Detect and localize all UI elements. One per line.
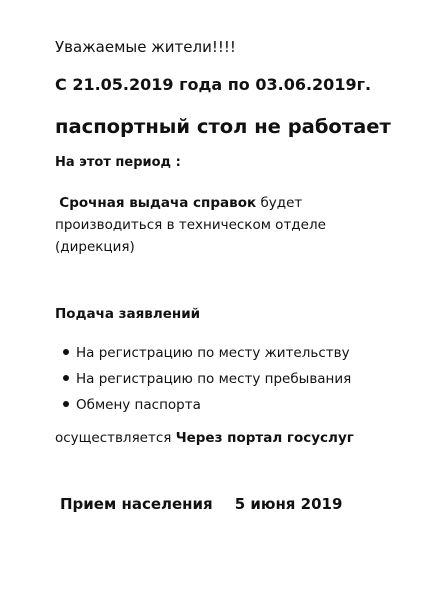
- headline: паспортный стол не работает: [55, 115, 391, 138]
- list-item: [63, 370, 351, 396]
- reception-label: Прием населения: [60, 495, 213, 513]
- list-item-text: На регистрацию по месту жительству: [76, 345, 350, 361]
- greeting: Уважаемые жители!!!!: [55, 38, 236, 56]
- reception-date: 5 июня 2019: [234, 495, 343, 513]
- portal-bold: Через портал госуслуг: [175, 430, 354, 446]
- portal-line: [55, 430, 354, 446]
- reception-line: [60, 495, 342, 513]
- list-item: [63, 396, 351, 422]
- portal-prefix: осуществляется: [55, 430, 172, 446]
- bullet-icon: [63, 375, 69, 381]
- date-range: С 21.05.2019 года по 03.06.2019г.: [55, 75, 372, 94]
- bullet-icon: [63, 401, 69, 407]
- applications-title: Подача заявлений: [55, 306, 201, 322]
- urgent-line-3: (дирекция): [55, 239, 135, 255]
- applications-list: [63, 344, 351, 422]
- list-item: [63, 344, 351, 370]
- urgent-line-2: производиться в техническом отделе: [55, 217, 326, 233]
- urgent-bold: Срочная выдача справок: [59, 195, 257, 211]
- period-label: На этот период :: [55, 155, 181, 170]
- bullet-icon: [63, 349, 69, 355]
- urgent-line1-rest: будет: [256, 195, 303, 211]
- list-item-text: На регистрацию по месту пребывания: [76, 371, 352, 387]
- urgent-line-1: [55, 192, 400, 214]
- urgent-paragraph: [55, 192, 400, 258]
- list-item-text: Обмену паспорта: [76, 397, 201, 413]
